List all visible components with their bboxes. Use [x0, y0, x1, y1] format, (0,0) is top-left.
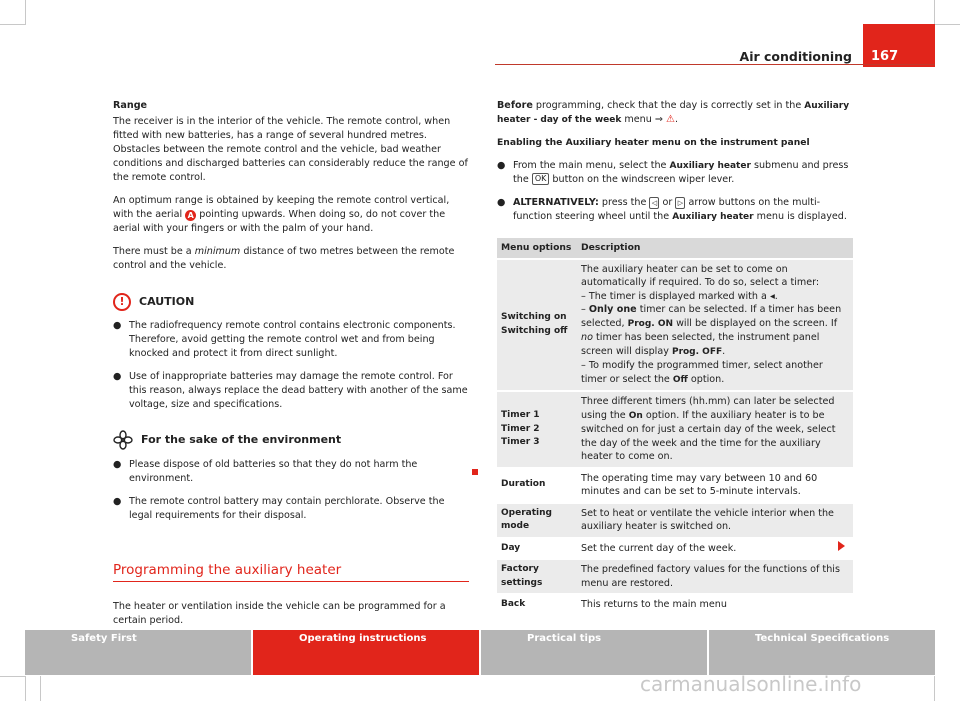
text: Prog. OFF	[671, 346, 723, 357]
table-header-row	[497, 238, 853, 259]
text: Enabling the	[497, 137, 563, 148]
section-rule	[113, 581, 469, 582]
text: – The timer is displayed marked with a ◂.	[581, 290, 778, 302]
text: Timer 1	[501, 410, 540, 420]
footer-tab-safety-first[interactable]: Safety First	[25, 630, 251, 675]
environment-header	[113, 430, 469, 450]
crop-mark	[0, 676, 26, 677]
environment-title: For the sake of the environment	[141, 433, 342, 446]
text: Timer 3	[501, 437, 540, 447]
text: arrow buttons on the multi-function steering wheel until the	[513, 197, 821, 222]
text: pointing upwards. When doing so, do not cover the aerial with your fingers or with the palm of your hand.	[113, 209, 446, 234]
menu-description: Set the current day of the week.	[581, 542, 737, 554]
table-row	[497, 559, 853, 594]
text: On	[628, 410, 643, 421]
table-row	[497, 259, 853, 392]
menu-description: This returns to the main menu	[581, 599, 727, 610]
menu-option: Back	[501, 599, 526, 609]
enable-menu-heading	[497, 136, 853, 150]
text: Timer 2	[501, 423, 540, 434]
footer-tab-operating-instructions[interactable]: Operating instructions	[253, 630, 479, 675]
text: Switching on	[501, 312, 567, 323]
text: menu on the instrument panel	[651, 137, 810, 148]
range-heading: Range	[113, 100, 148, 111]
menu-description: The auxiliary heater can be set to come on automatically if required. To do so, select a timer: – The timer is displayed marked with a ◂. – Only one timer can be selected. If a timer has been selected, Prog. ON will be displayed on the screen. If no timer has been selected, the instrument panel screen will display Prog. OFF. – To modify the programmed timer, select another timer or select the Off option.	[577, 259, 853, 392]
table-header: Menu options	[497, 238, 577, 259]
menu-name: Auxiliary heater - day of the week	[497, 101, 850, 125]
crop-mark	[0, 24, 26, 25]
menu-description: The operating time may vary between 10 and 60 minutes and can be set to 5-minute intervals.	[581, 472, 818, 497]
footer-tab-practical-tips[interactable]: Practical tips	[481, 630, 707, 675]
menu-option: Factory settings	[497, 559, 577, 594]
text: Prog. ON	[627, 318, 674, 329]
text: Switching off	[501, 325, 568, 336]
environment-item: ● The remote control battery may contain perchlorate. Observe the legal requirements for their disposal.	[113, 496, 445, 521]
text: timer has been selected, the instrument panel screen will display	[581, 332, 820, 357]
text: press the	[601, 197, 647, 208]
text: or	[662, 197, 673, 208]
text: – To modify the programmed timer, select another timer or select the	[581, 360, 823, 385]
left-column	[113, 99, 469, 637]
arrow-left-button-icon: ◁	[649, 197, 659, 209]
text: option.	[690, 373, 725, 385]
environment-item: ● Please dispose of old batteries so that they do not harm the environment.	[113, 459, 418, 484]
emphasis: minimum	[194, 246, 241, 257]
text: menu ⇒	[624, 114, 663, 125]
text: distance of two metres between the remote control and the vehicle.	[113, 246, 455, 271]
step-item: ● From the main menu, select the Auxiliary heater submenu and press the OK button on the windscreen wiper lever.	[497, 160, 849, 185]
range-paragraph-2	[113, 194, 469, 236]
menu-option	[497, 391, 577, 468]
text: programming, check that the day is correctly set in the	[535, 100, 802, 111]
text: From the main menu, select the	[513, 160, 667, 171]
text: menu is displayed.	[756, 211, 847, 222]
watermark: carmanualsonline.info	[640, 672, 862, 696]
text: The radiofrequency remote control contains electronic components. Therefore, avoid getting the remote control wet and from being knocked and protect it from direct sunlight.	[129, 320, 456, 359]
table-row	[497, 503, 853, 538]
footer-nav	[25, 630, 935, 675]
warning-triangle-icon[interactable]: ⚠	[665, 114, 675, 125]
menu-description: The predefined factory values for the functions of this menu are restored.	[577, 559, 853, 594]
table-row	[497, 468, 853, 503]
range-paragraph-1: The receiver is in the interior of the vehicle. The remote control, when fitted with new batteries, has a range of several hundred metres. Obstacles between the remote control and the vehicle, bad weather conditions and discharged batteries can considerably reduce the range of the remote control.	[113, 116, 468, 183]
before-programming-note: Before programming, check that the day is correctly set in the Auxiliary heater - day of the week menu ⇒ ⚠.	[497, 100, 850, 125]
crop-mark	[934, 676, 935, 701]
text: Off	[672, 374, 688, 385]
menu-option: Operating mode	[497, 503, 577, 538]
caution-item: ● Use of inappropriate batteries may damage the remote control. For this reason, always replace the dead battery with another of the same voltage, size and specifications.	[113, 371, 468, 410]
flower-environment-icon	[113, 430, 133, 450]
header-rule	[495, 64, 935, 65]
menu-option	[497, 259, 577, 392]
text: Only one	[588, 304, 637, 315]
section-heading: Programming the auxiliary heater	[113, 562, 342, 578]
emphasis: no	[581, 332, 593, 343]
section-intro: The heater or ventilation inside the vehicle can be programmed for a certain period.	[113, 601, 446, 626]
text: Three different timers (hh.mm) can later be selected using the	[581, 396, 835, 421]
caution-header	[113, 293, 469, 311]
end-of-section-marker	[472, 469, 478, 475]
menu-description: Set to heat or ventilate the vehicle interior when the auxiliary heater is switched on.	[577, 503, 853, 538]
menu-option: Day	[501, 542, 521, 553]
crop-mark	[934, 24, 960, 25]
section-header-title: Air conditioning	[739, 49, 852, 64]
text: submenu and press the	[513, 160, 849, 185]
menu-option: Duration	[501, 479, 546, 490]
menu-name: Auxiliary heater	[669, 161, 751, 171]
caution-item: ● The radiofrequency remote control contains electronic components. Therefore, avoid getting the remote control wet and from being knocked and protect it from direct sunlight.	[113, 320, 456, 359]
aerial-key-a-icon: A	[185, 210, 196, 221]
text: will be displayed on the screen. If	[676, 317, 838, 329]
text: timer can be selected. If a timer has been selected,	[581, 304, 842, 329]
ok-button-icon: OK	[532, 173, 550, 185]
crop-mark	[40, 676, 41, 701]
text: Before	[497, 100, 533, 111]
table-row	[497, 391, 853, 468]
text: Use of inappropriate batteries may damage the remote control. For this reason, always replace the dead battery with another of the same voltage, size and specifications.	[129, 371, 468, 410]
caution-exclamation-icon: !	[113, 293, 131, 311]
crop-mark	[934, 0, 935, 24]
crop-mark	[25, 676, 26, 701]
arrow-right-button-icon: ▷	[675, 197, 685, 209]
text: The remote control battery may contain perchlorate. Observe the legal requirements for their disposal.	[129, 496, 445, 521]
text: –	[581, 304, 586, 315]
text: button on the windscreen wiper lever.	[552, 174, 735, 185]
continue-arrow-icon	[838, 541, 845, 551]
crop-mark	[25, 0, 26, 24]
menu-options-table	[497, 238, 853, 617]
menu-description	[577, 391, 853, 468]
text: Please dispose of old batteries so that they do not harm the environment.	[129, 459, 418, 484]
caution-title: CAUTION	[139, 295, 195, 308]
range-paragraph-3	[113, 245, 469, 273]
footer-tab-technical-specifications[interactable]: Technical Specifications	[709, 630, 935, 675]
menu-name: Auxiliary heater	[565, 137, 649, 148]
right-column	[497, 99, 853, 617]
table-header: Description	[577, 238, 853, 259]
table-row	[497, 594, 853, 616]
menu-name: Auxiliary heater	[672, 212, 754, 222]
text: option. If the auxiliary heater is to be switched on for just a certain day of the week, select the day of the week and the time for the auxiliary heater to come on.	[581, 409, 836, 462]
text: The auxiliary heater can be set to come on automatically if required. To do so, select a timer:	[581, 263, 820, 288]
step-item: ● ALTERNATIVELY: press the ◁ or ▷ arrow buttons on the multi-function steering wheel until the Auxiliary heater menu is displayed.	[497, 197, 847, 222]
page-number: 167	[863, 24, 935, 67]
text: There must be a	[113, 246, 192, 257]
text: ALTERNATIVELY:	[513, 197, 599, 208]
table-row	[497, 538, 853, 560]
text: An optimum range is obtained by keeping the remote control vertical, with the aerial	[113, 195, 450, 220]
